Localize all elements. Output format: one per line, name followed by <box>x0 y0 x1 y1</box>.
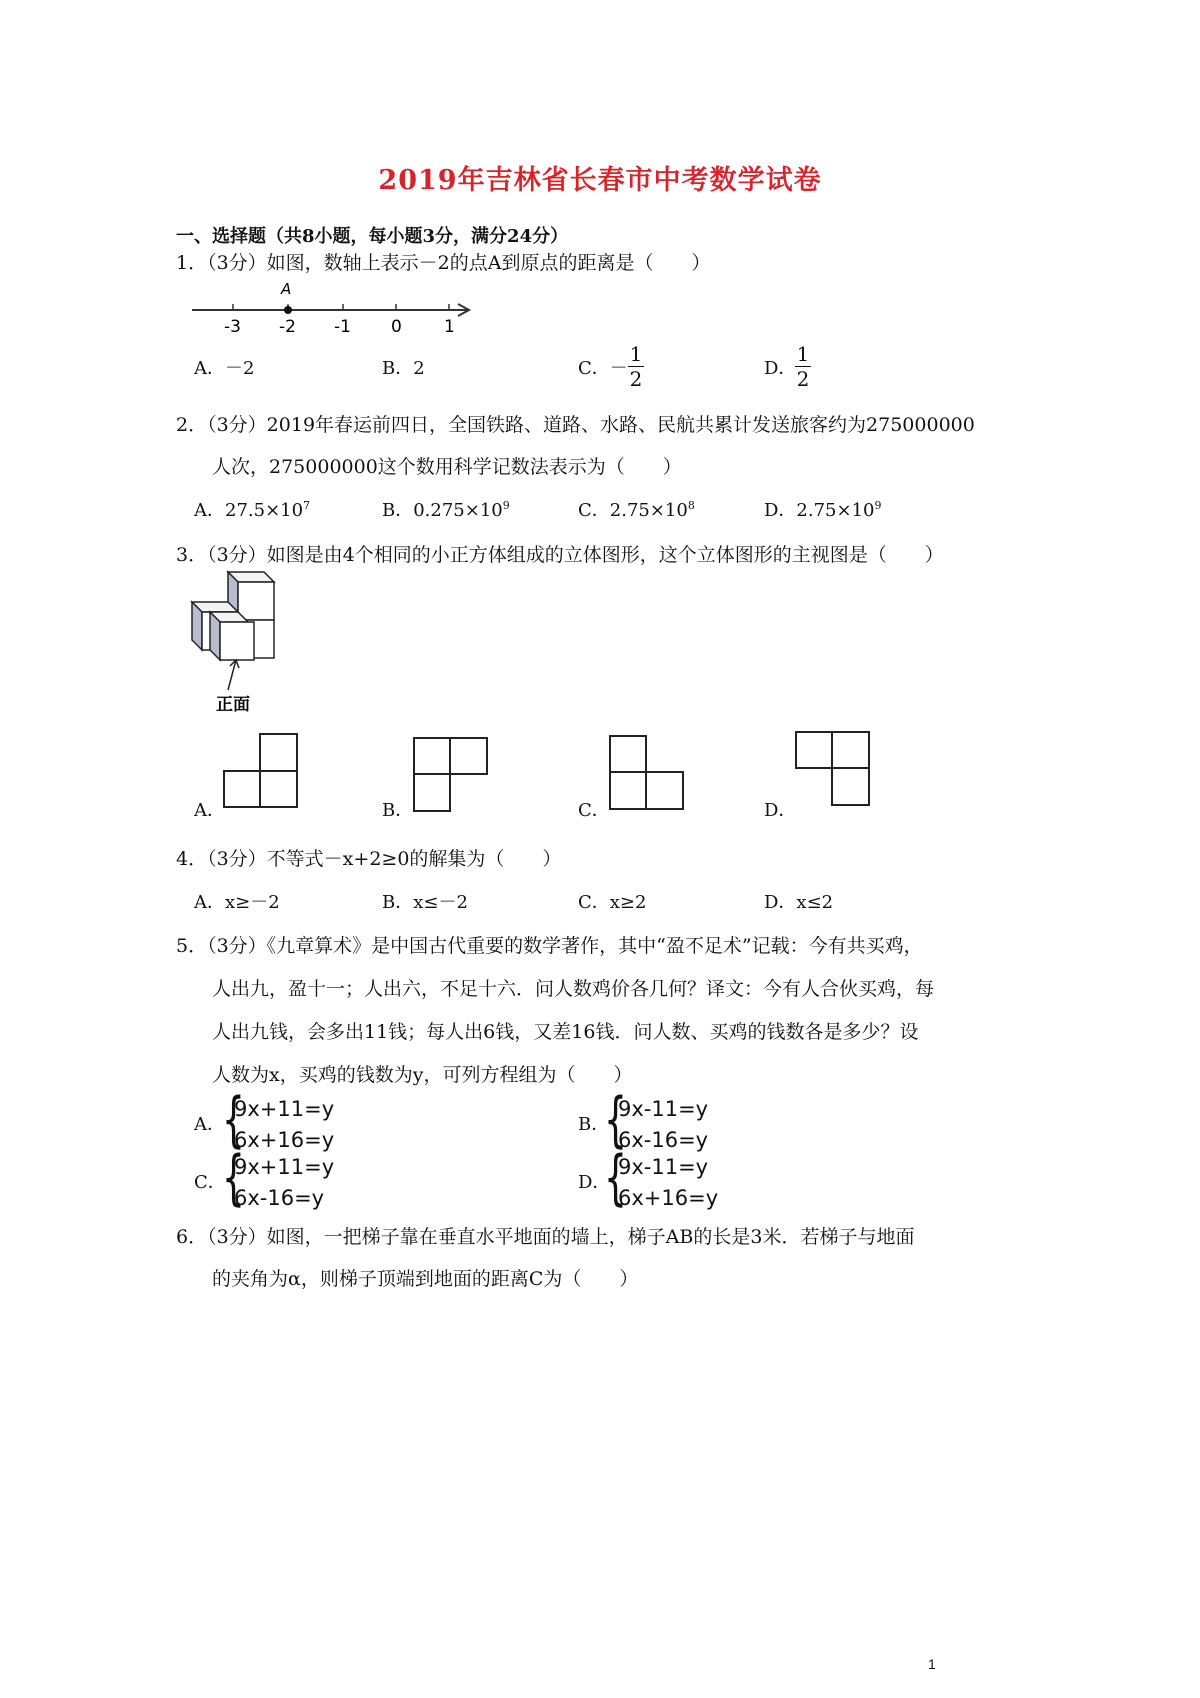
brace-icon: { <box>604 1143 627 1213</box>
question-5-line-2: 人出九，盈十一；人出六，不足十六．问人数鸡价各几何？译文：今有人合伙买鸡，每 <box>212 978 935 1000</box>
q3-option-b-figure[interactable] <box>412 736 492 814</box>
q1-option-d-fraction: 1 2 <box>796 342 810 391</box>
q3-option-a-figure[interactable] <box>222 732 302 810</box>
q4-option-c[interactable]: C．x≥2 <box>578 892 647 913</box>
q3-option-d[interactable]: D． <box>764 800 797 821</box>
question-1-text: 1．（3分）如图，数轴上表示－2的点A到原点的距离是（ ） <box>176 252 711 274</box>
q2-option-c[interactable]: C．$2.75\times 10^8$ <box>578 499 695 521</box>
number-line-figure <box>188 282 478 340</box>
question-6-line-1: 6．（3分）如图，一把梯子靠在垂直水平地面的墙上，梯子AB的长是3米．若梯子与地面 <box>176 1226 915 1248</box>
question-2-line-1: 2．（3分）2019年春运前四日，全国铁路、道路、水路、民航共累计发送旅客约为275000000 <box>176 414 975 436</box>
tick-label: -1 <box>334 317 351 337</box>
q3-option-c[interactable]: C． <box>578 800 610 821</box>
q5-option-d-system[interactable]: 9x-11=y 6x+16=y <box>618 1155 719 1210</box>
q4-option-a[interactable]: A．x≥－2 <box>194 892 280 913</box>
q1-option-a[interactable]: A．－2 <box>194 358 255 379</box>
q5-option-d[interactable]: D． <box>578 1172 611 1193</box>
q5-option-a[interactable]: A． <box>194 1114 225 1135</box>
q5-option-b-system[interactable]: 9x-11=y 6x-16=y <box>618 1097 709 1152</box>
tick-label: -3 <box>224 317 241 337</box>
q1-option-c[interactable]: C．－ <box>578 358 628 379</box>
q5-option-c-system[interactable]: 9x+11=y 6x-16=y <box>234 1155 335 1210</box>
page-title: 2019年吉林省长春市中考数学试卷 <box>378 165 822 196</box>
question-4-text: 4．（3分）不等式－x+2≥0的解集为（ ） <box>176 848 562 870</box>
q3-option-d-figure[interactable] <box>794 730 874 808</box>
brace-icon: { <box>222 1143 245 1213</box>
brace-icon: { <box>222 1085 245 1155</box>
section-heading: 一、选择题（共8小题，每小题3分，满分24分） <box>176 226 569 247</box>
page-number: 1 <box>928 1656 936 1672</box>
point-a-marker <box>284 306 292 314</box>
q4-option-d[interactable]: D．x≤2 <box>764 892 834 913</box>
question-5-line-1: 5．（3分）《九章算术》是中国古代重要的数学著作，其中“盈不足术”记载：今有共买鸡， <box>176 935 923 957</box>
point-a-label: A <box>281 282 292 298</box>
tick-label: -2 <box>279 317 296 337</box>
q4-option-b[interactable]: B．x≤－2 <box>382 892 468 913</box>
q3-option-c-figure[interactable] <box>608 734 688 812</box>
q3-option-b[interactable]: B． <box>382 800 414 821</box>
brace-icon: { <box>604 1085 627 1155</box>
q5-option-a-system[interactable]: 9x+11=y 6x+16=y <box>234 1097 335 1152</box>
q1-option-c-fraction: 1 2 <box>629 342 643 391</box>
question-2-line-2: 人次，275000000这个数用科学记数法表示为（ ） <box>212 456 682 478</box>
tick-label: 0 <box>391 317 402 337</box>
q2-option-d[interactable]: D．$2.75\times 10^9$ <box>764 499 882 521</box>
q3-option-a[interactable]: A． <box>194 800 225 821</box>
question-5-line-4: 人数为x，买鸡的钱数为y，可列方程组为（ ） <box>212 1064 633 1086</box>
q2-option-a[interactable]: A．$27.5\times 10^7$ <box>194 499 311 521</box>
q1-option-b[interactable]: B．2 <box>382 358 425 379</box>
front-label: 正面 <box>216 695 250 715</box>
tick-label: 1 <box>444 317 455 337</box>
question-5-line-3: 人出九钱，会多出11钱；每人出6钱，又差16钱．问人数、买鸡的钱数各是多少？设 <box>212 1021 919 1043</box>
question-3-text: 3．（3分）如图是由4个相同的小正方体组成的立体图形，这个立体图形的主视图是（ ） <box>176 544 944 566</box>
q5-option-b[interactable]: B． <box>578 1114 610 1135</box>
q1-option-d[interactable]: D． <box>764 358 797 379</box>
q5-option-c[interactable]: C． <box>194 1172 226 1193</box>
cube-stack-figure <box>186 566 296 716</box>
question-6-line-2: 的夹角为α，则梯子顶端到地面的距离C为（ ） <box>212 1268 639 1290</box>
q2-option-b[interactable]: B．$0.275\times 10^9$ <box>382 499 510 521</box>
